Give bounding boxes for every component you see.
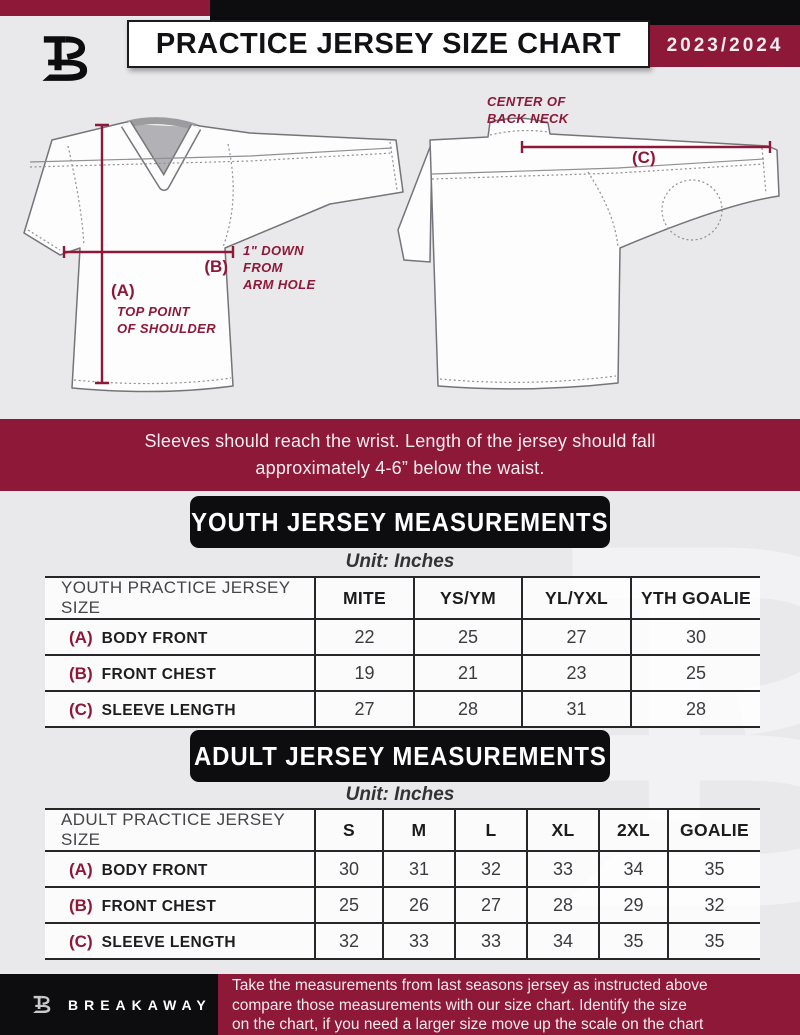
table-row <box>45 655 760 691</box>
jersey-diagram <box>0 90 800 420</box>
youth-size-table <box>45 576 760 728</box>
cell-value: 28 <box>414 691 522 727</box>
row-label: FRONT CHEST <box>101 897 217 915</box>
cell-value: 26 <box>383 887 455 923</box>
row-letter: (B) <box>69 663 93 683</box>
column-header: S <box>315 809 383 851</box>
row-letter: (C) <box>69 931 93 951</box>
row-letter: (C) <box>69 699 93 719</box>
cell-value: 34 <box>599 851 668 887</box>
cell-value: 35 <box>599 923 668 959</box>
breakaway-b-logo-icon <box>24 20 102 100</box>
table-row <box>45 851 760 887</box>
page-title: PRACTICE JERSEY SIZE CHART <box>155 27 622 60</box>
row-label: SLEEVE LENGTH <box>101 701 236 719</box>
cell-value: 30 <box>631 619 760 655</box>
footer-note-line: on the chart, if you need a larger size move up the scale on the chart <box>232 1016 704 1034</box>
row-label: SLEEVE LENGTH <box>101 933 236 951</box>
cell-value: 32 <box>315 923 383 959</box>
measure-b-desc: 1" DOWN FROM ARM HOLE <box>243 243 316 292</box>
notice-line-2: approximately 4-6” below the waist. <box>255 458 545 478</box>
cell-value: 19 <box>315 655 414 691</box>
cell-value: 29 <box>599 887 668 923</box>
row-letter: (B) <box>69 895 93 915</box>
adult-size-table <box>45 808 760 960</box>
measure-c-letter: (C) <box>632 148 656 167</box>
brand-name: BREAKAWAY <box>68 996 212 1013</box>
cell-value: 25 <box>315 887 383 923</box>
cell-value: 32 <box>455 851 527 887</box>
youth-table-title: YOUTH PRACTICE JERSEY SIZE <box>45 577 315 619</box>
cell-value: 25 <box>631 655 760 691</box>
row-label: FRONT CHEST <box>101 665 217 683</box>
adult-unit-label: Unit: Inches <box>345 784 455 805</box>
column-header: 2XL <box>599 809 668 851</box>
footer-note-line: compare those measurements with our size chart. Identify the size <box>232 996 687 1014</box>
column-header: YL/YXL <box>522 577 631 619</box>
measure-a-letter: (A) <box>111 281 135 300</box>
cell-value: 30 <box>315 851 383 887</box>
column-header: M <box>383 809 455 851</box>
cell-value: 22 <box>315 619 414 655</box>
column-header: XL <box>527 809 599 851</box>
youth-banner-text: YOUTH JERSEY MEASUREMENTS <box>191 506 609 537</box>
table-row <box>45 691 760 727</box>
row-label: BODY FRONT <box>101 629 208 647</box>
cell-value: 34 <box>527 923 599 959</box>
youth-table-header-row <box>45 577 760 619</box>
footer <box>0 974 800 1035</box>
footer-brand-block <box>0 974 218 1035</box>
cell-value: 27 <box>315 691 414 727</box>
row-letter: (A) <box>69 859 93 879</box>
cell-value: 25 <box>414 619 522 655</box>
column-header: MITE <box>315 577 414 619</box>
adult-table-header-row <box>45 809 760 851</box>
cell-value: 33 <box>527 851 599 887</box>
cell-value: 23 <box>522 655 631 691</box>
youth-unit-label: Unit: Inches <box>345 551 455 572</box>
cell-value: 27 <box>522 619 631 655</box>
cell-value: 31 <box>383 851 455 887</box>
cell-value: 35 <box>668 923 760 959</box>
row-label: BODY FRONT <box>101 861 208 879</box>
jersey-drawings <box>0 90 800 420</box>
adult-table-title: ADULT PRACTICE JERSEY SIZE <box>45 809 315 851</box>
cell-value: 33 <box>455 923 527 959</box>
table-row <box>45 619 760 655</box>
footer-note <box>218 974 800 1035</box>
column-header: YS/YM <box>414 577 522 619</box>
cell-value: 31 <box>522 691 631 727</box>
table-row <box>45 887 760 923</box>
adult-section-banner <box>190 730 610 782</box>
cell-value: 21 <box>414 655 522 691</box>
measure-a-desc: TOP POINT OF SHOULDER <box>117 304 217 336</box>
cell-value: 27 <box>455 887 527 923</box>
table-row <box>45 923 760 959</box>
row-letter: (A) <box>69 627 93 647</box>
breakaway-b-logo-small-icon <box>26 988 56 1022</box>
column-header: YTH GOALIE <box>631 577 760 619</box>
cell-value: 35 <box>668 851 760 887</box>
cell-value: 28 <box>527 887 599 923</box>
page-title-box <box>127 20 650 68</box>
season-badge <box>650 25 800 67</box>
center-back-neck-label: CENTER OF BACK NECK <box>487 94 569 126</box>
cell-value: 28 <box>631 691 760 727</box>
cell-value: 32 <box>668 887 760 923</box>
column-header: GOALIE <box>668 809 760 851</box>
cell-value: 33 <box>383 923 455 959</box>
measure-b-letter: (B) <box>204 257 228 276</box>
footer-note-line: Take the measurements from last seasons jersey as instructed above <box>232 977 708 995</box>
column-header: L <box>455 809 527 851</box>
notice-banner <box>0 419 800 491</box>
adult-banner-text: ADULT JERSEY MEASUREMENTS <box>193 740 607 771</box>
youth-section-banner <box>190 496 610 548</box>
season-text: 2023/2024 <box>666 35 784 56</box>
notice-line-1: Sleeves should reach the wrist. Length of the jersey should fall <box>144 431 656 451</box>
top-strip-maroon <box>0 0 210 16</box>
